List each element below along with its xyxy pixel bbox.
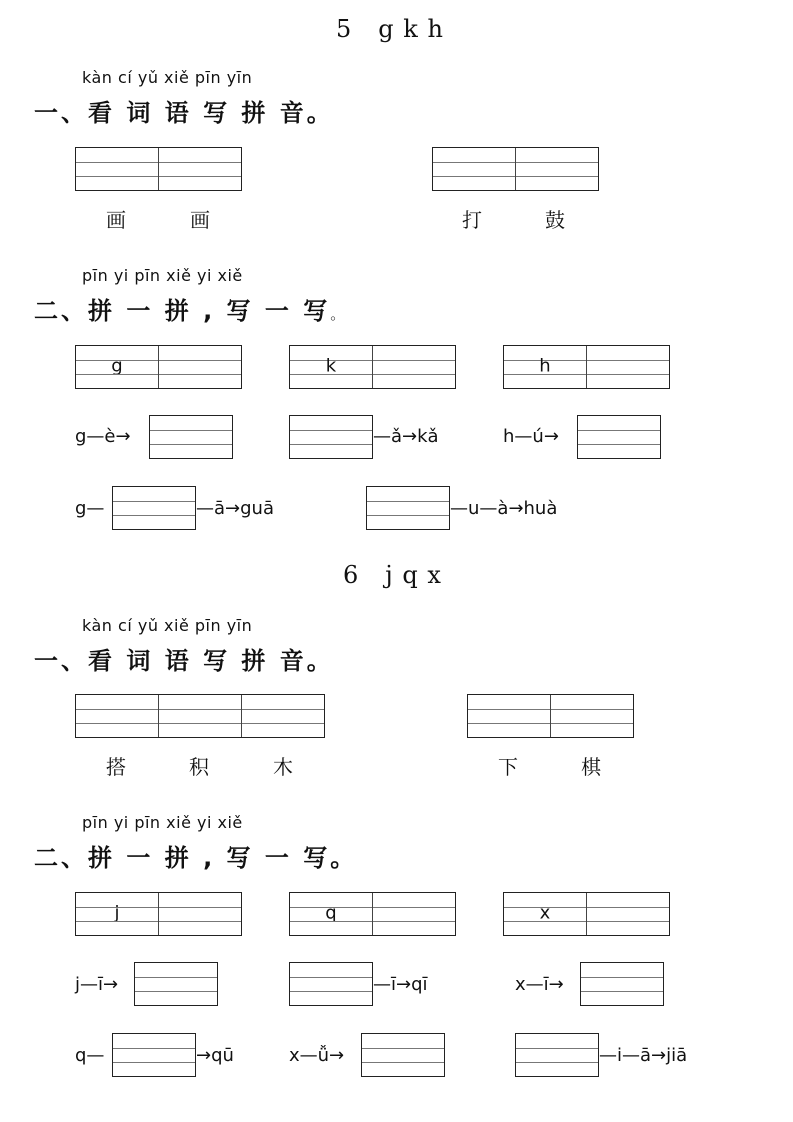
exercise-ji-prefix: j—ī→	[75, 974, 119, 995]
grid-cell[interactable]	[367, 487, 449, 529]
answer-box-hua[interactable]	[366, 486, 450, 530]
lesson5-section2-pinyin: pīn yi pīn xiě yi xiě	[82, 266, 243, 285]
word-char: 下	[498, 755, 518, 779]
word-char: 木	[273, 755, 293, 779]
word-char: 棋	[581, 755, 601, 779]
lesson6-section2-pinyin: pīn yi pīn xiě yi xiě	[82, 813, 243, 832]
grid-cell[interactable]	[290, 963, 372, 1005]
grid-cell[interactable]	[76, 148, 158, 190]
grid-letter: g	[111, 355, 123, 377]
writing-grid-huahua[interactable]	[75, 147, 242, 191]
lesson6-section1-pinyin: kàn cí yǔ xiě pīn yīn	[82, 616, 253, 635]
grid-cell[interactable]	[158, 893, 241, 935]
answer-box-ge[interactable]	[149, 415, 233, 459]
lesson6-title	[343, 561, 442, 589]
answer-box-qu[interactable]	[112, 1033, 196, 1077]
writing-grid-dagu[interactable]	[432, 147, 599, 191]
lesson5-letters: g k h	[378, 15, 444, 43]
grid-cell[interactable]	[76, 893, 158, 935]
grid-cell[interactable]	[586, 893, 669, 935]
word-char: 画	[106, 208, 126, 232]
grid-cell[interactable]	[362, 1034, 444, 1076]
exercise-hua-suffix: —u—à→huà	[450, 498, 558, 519]
exercise-hu-prefix: h—ú→	[503, 426, 559, 447]
answer-box-ji[interactable]	[134, 962, 218, 1006]
exercise-ge-prefix: g—è→	[75, 426, 131, 447]
answer-box-xu[interactable]	[361, 1033, 445, 1077]
word-char: 搭	[106, 755, 126, 779]
word-char: 积	[189, 755, 209, 779]
exercise-qu-suffix: →qū	[196, 1045, 234, 1066]
grid-cell[interactable]	[468, 695, 550, 737]
grid-cell[interactable]	[113, 487, 195, 529]
grid-cell[interactable]	[516, 1034, 598, 1076]
grid-cell[interactable]	[586, 346, 669, 388]
grid-cell[interactable]	[290, 416, 372, 458]
exercise-xu-prefix: x—ǚ→	[289, 1045, 345, 1066]
grid-letter: h	[539, 355, 551, 377]
grid-cell[interactable]	[290, 346, 372, 388]
grid-cell[interactable]	[76, 346, 158, 388]
lesson6-letters: j q x	[385, 561, 442, 589]
answer-box-qi[interactable]	[289, 962, 373, 1006]
grid-cell[interactable]	[158, 695, 241, 737]
answer-box-gua[interactable]	[112, 486, 196, 530]
heading-text: 二、拼 一 拼 , 写 一 写	[34, 297, 331, 325]
exercise-gua-prefix: g—	[75, 498, 105, 519]
exercise-gua-suffix: —ā→guā	[196, 498, 274, 519]
answer-box-xi[interactable]	[580, 962, 664, 1006]
grid-cell[interactable]	[158, 148, 241, 190]
grid-cell[interactable]	[76, 695, 158, 737]
grid-cell[interactable]	[515, 148, 598, 190]
grid-cell[interactable]	[150, 416, 232, 458]
exercise-qi-suffix: —ī→qī	[373, 974, 428, 995]
word-char: 打	[462, 208, 482, 232]
writing-grid-j[interactable]	[75, 892, 242, 936]
grid-cell[interactable]	[113, 1034, 195, 1076]
exercise-jia-suffix: —i—ā→jiā	[599, 1045, 688, 1066]
grid-letter: k	[325, 355, 337, 377]
word-char: 画	[190, 208, 210, 232]
exercise-xi-prefix: x—ī→	[515, 974, 564, 995]
answer-box-jia[interactable]	[515, 1033, 599, 1077]
grid-letter: x	[539, 902, 551, 924]
answer-box-ka[interactable]	[289, 415, 373, 459]
writing-grid-k[interactable]	[289, 345, 456, 389]
grid-cell[interactable]	[550, 695, 633, 737]
writing-grid-x[interactable]	[503, 892, 670, 936]
lesson5-number: 5	[336, 15, 353, 43]
lesson5-section2-heading	[34, 291, 348, 326]
writing-grid-dajimu[interactable]	[75, 694, 325, 738]
grid-cell[interactable]	[290, 893, 372, 935]
grid-cell[interactable]	[433, 148, 515, 190]
writing-grid-g[interactable]	[75, 345, 242, 389]
grid-cell[interactable]	[372, 346, 455, 388]
lesson5-section1-heading: 一、看 词 语 写 拼 音。	[34, 99, 334, 127]
lesson5-section1-pinyin: kàn cí yǔ xiě pīn yīn	[82, 68, 253, 87]
lesson5-title	[336, 15, 444, 43]
lesson6-number: 6	[343, 561, 360, 589]
grid-cell[interactable]	[158, 346, 241, 388]
answer-box-hu[interactable]	[577, 415, 661, 459]
grid-cell[interactable]	[504, 893, 586, 935]
writing-grid-xiaqi[interactable]	[467, 694, 634, 738]
word-char: 鼓	[545, 208, 565, 232]
grid-cell[interactable]	[135, 963, 217, 1005]
writing-grid-h[interactable]	[503, 345, 670, 389]
grid-cell[interactable]	[581, 963, 663, 1005]
exercise-ka-suffix: —ǎ→kǎ	[373, 426, 439, 447]
grid-letter: j	[114, 902, 120, 924]
grid-cell[interactable]	[372, 893, 455, 935]
writing-grid-q[interactable]	[289, 892, 456, 936]
grid-letter: q	[325, 902, 337, 924]
grid-cell[interactable]	[241, 695, 324, 737]
exercise-qu-prefix: q—	[75, 1045, 105, 1066]
lesson6-section2-heading: 二、拼 一 拼 , 写 一 写。	[34, 844, 358, 872]
grid-cell[interactable]	[578, 416, 660, 458]
grid-cell[interactable]	[504, 346, 586, 388]
lesson6-section1-heading: 一、看 词 语 写 拼 音。	[34, 647, 334, 675]
heading-end-mark: 。	[330, 305, 349, 323]
